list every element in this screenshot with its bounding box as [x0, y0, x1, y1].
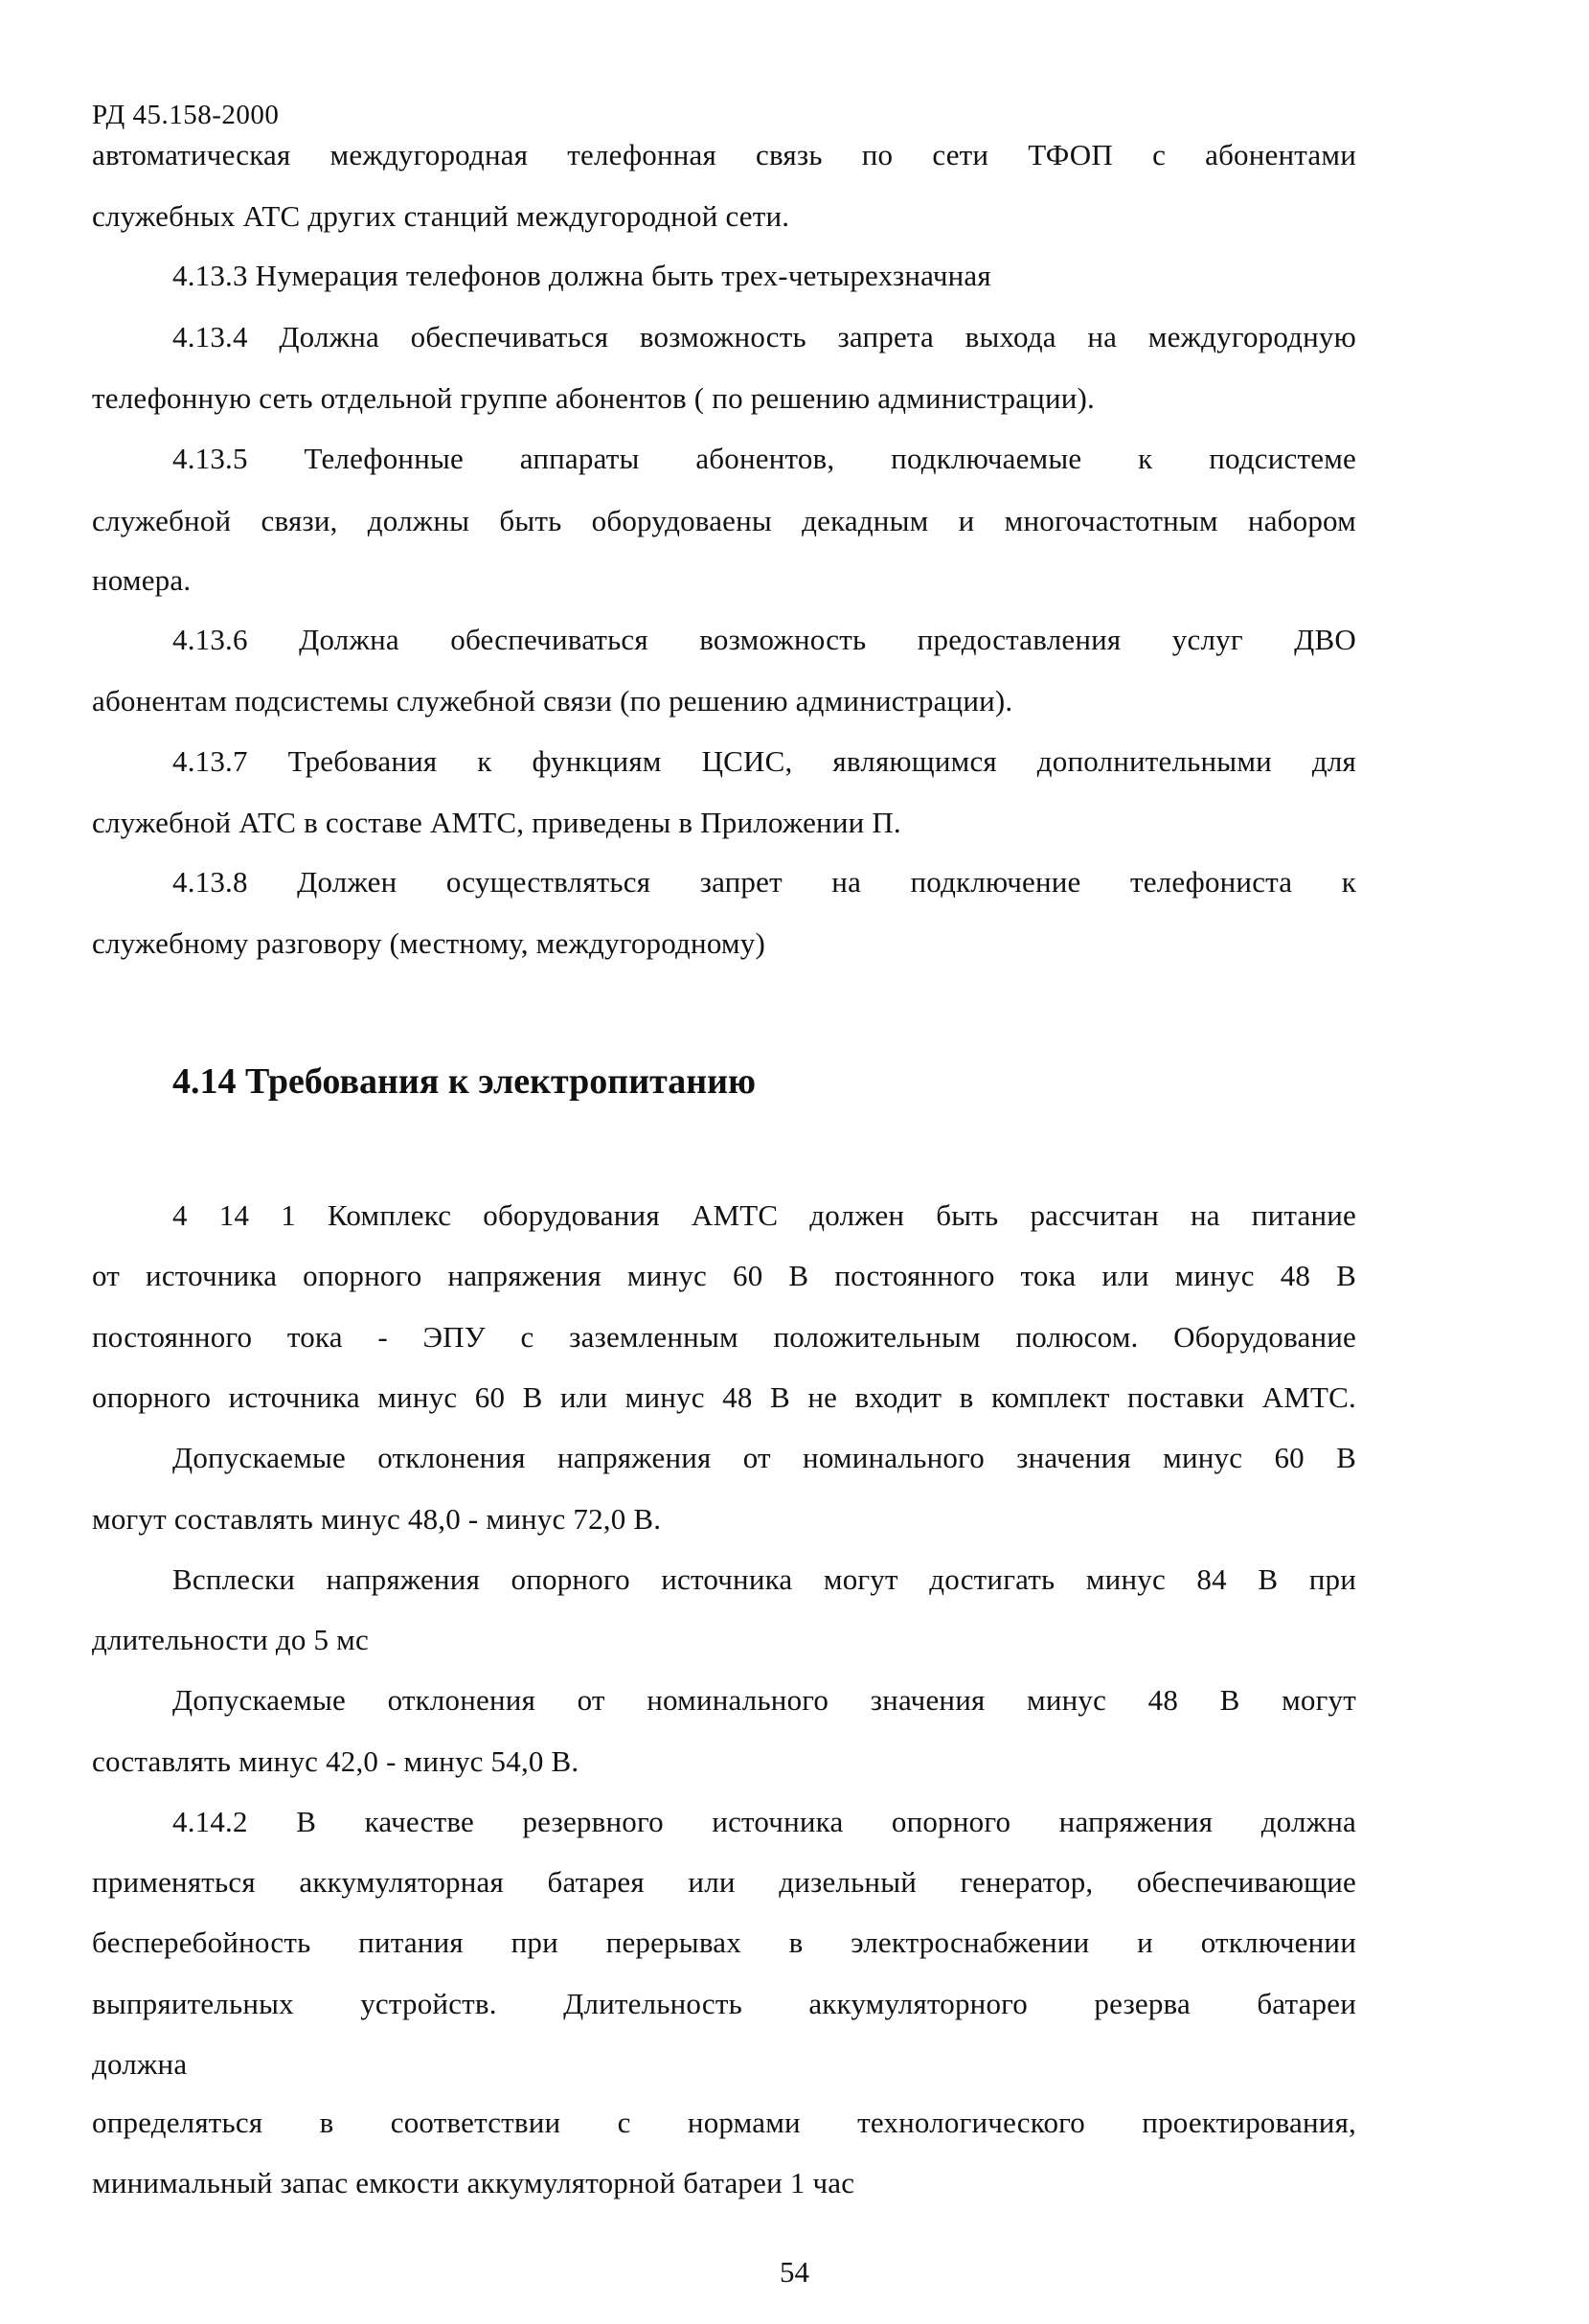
text-line: опорного источника минус 60 В или минус 48 В не входит в комплект поставки АМТС. — [92, 1380, 1356, 1414]
text-line: служебной АТС в составе АМТС, приведены в Приложении П. — [92, 806, 901, 839]
document-code: РД 45.158-2000 — [92, 100, 280, 130]
text-line: 4.13.4 Должна обеспечиваться возможность запрета выхода на междугородную — [172, 320, 1356, 353]
text-line: служебной связи, должны быть оборудоваены декадным и многочастотным набором — [92, 504, 1356, 537]
text-line: 4.14.2 В качестве резервного источника опорного напряжения должна — [172, 1805, 1356, 1838]
text-line: 4.13.3 Нумерация телефонов должна быть трех-четырехзначная — [172, 259, 991, 292]
text-line: 4.13.5 Телефонные аппараты абонентов, подключаемые к подсистеме — [172, 442, 1356, 475]
text-line: абонентам подсистемы служебной связи (по решению администрации). — [92, 684, 1013, 718]
text-line: Допускаемые отклонения напряжения от номинального значения минус 60 В — [172, 1441, 1356, 1474]
text-line: 4 14 1 Комплекс оборудования АМТС должен быть рассчитан на питание — [172, 1198, 1356, 1232]
text-line: выпряительных устройств. Длительность аккумуляторного резерва батареи — [92, 1987, 1356, 2020]
text-line: составлять минус 42,0 - минус 54,0 В. — [92, 1744, 579, 1778]
text-line: 4.13.8 Должен осуществляться запрет на подключение телефониста к — [172, 865, 1356, 899]
text-line: бесперебойность питания при перерывах в электроснабжении и отключении — [92, 1925, 1356, 1959]
text-line: определяться в соответствии с нормами технологического проектирования, — [92, 2106, 1356, 2139]
text-line: минимальный запас емкости аккумуляторной батареи 1 час — [92, 2166, 855, 2199]
text-line: применяться аккумуляторная батарея или дизельный генератор, обеспечивающие — [92, 1865, 1356, 1899]
text-line: должна — [92, 2047, 188, 2081]
text-line: Всплески напряжения опорного источника могут достигать минус 84 В при — [172, 1562, 1356, 1596]
text-line: Допускаемые отклонения от номинального значения минус 48 В могут — [172, 1683, 1356, 1717]
text-line: постоянного тока - ЭПУ с заземленным положительным полюсом. Оборудование — [92, 1320, 1356, 1354]
text-line: телефонную сеть отдельной группе абонентов ( по решению администрации). — [92, 381, 1096, 415]
page-number: 54 — [780, 2255, 809, 2289]
text-line: автоматическая междугородная телефонная связь по сети ТФОП с абонентами — [92, 138, 1356, 171]
text-line: от источника опорного напряжения минус 60 В постоянного тока или минус 48 В — [92, 1259, 1356, 1292]
text-line: 4.13.7 Требования к функциям ЦСИС, являющимся дополнительными для — [172, 744, 1356, 778]
text-line: 4.13.6 Должна обеспечиваться возможность предоставления услуг ДВО — [172, 623, 1356, 656]
text-line: могут составлять минус 48,0 - минус 72,0 В. — [92, 1502, 662, 1536]
text-line: служебному разговору (местному, междугородному) — [92, 926, 765, 960]
text-line: длительности до 5 мс — [92, 1623, 369, 1656]
text-line: служебных АТС других станций междугородной сети. — [92, 199, 790, 233]
text-line: номера. — [92, 563, 192, 597]
section-heading: 4.14 Требования к электропитанию — [172, 1061, 757, 1102]
